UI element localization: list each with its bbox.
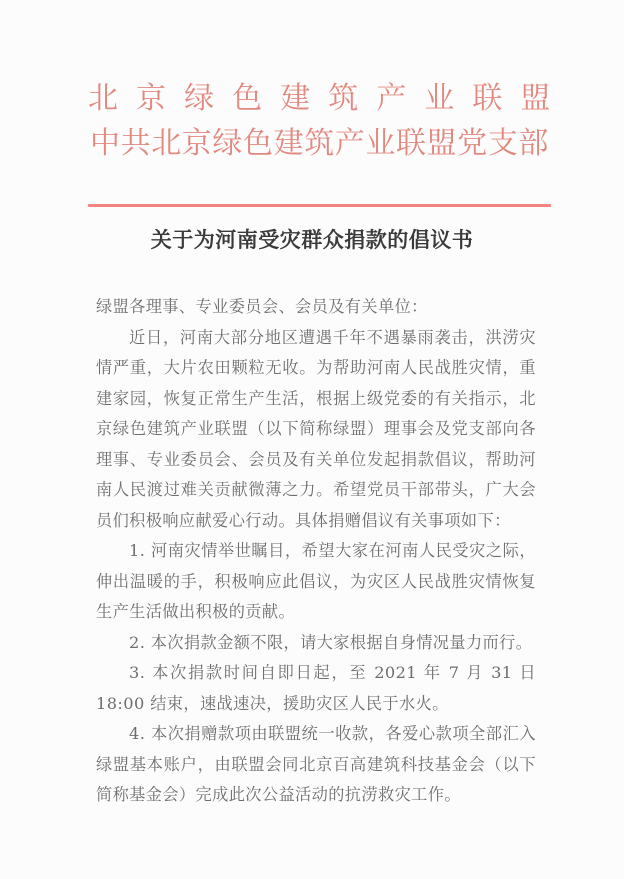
body-paragraph-item-3: 3. 本次捐款时间自即日起，至 2021 年 7 月 31 日 18:00 结束，速战速决，援助灾区人民于水火。 (96, 663, 536, 713)
letterhead-glyph: 盟 (520, 81, 551, 116)
body-paragraph-item-4: 4. 本次捐赠款项由联盟统一收款，各爱心款项全部汇入绿盟基本账户，由联盟会同北京百高建筑科技基金会（以下简称基金会）完成此次公益活动的抗涝救灾工作。 (96, 724, 536, 804)
document-title: 关于为河南受灾群众捐款的倡议书 (150, 228, 474, 252)
body-paragraph-item-1: 1. 河南灾情举世瞩目，希望大家在河南人民受灾之际，伸出温暖的手，积极响应此倡议，为灾区人民战胜灾情恢复生产生活做出积极的贡献。 (96, 541, 536, 621)
letterhead-glyph: 绿 (184, 81, 215, 116)
letterhead-glyph: 筑 (328, 81, 359, 116)
header-divider-rule (88, 204, 551, 207)
salutation: 绿盟各理事、专业委员会、会员及有关单位： (96, 297, 428, 316)
letterhead-glyph: 产 (376, 81, 407, 116)
letterhead (88, 78, 551, 166)
letterhead-glyph: 京 (136, 81, 167, 116)
document-body (96, 292, 536, 811)
letterhead-glyph: 联 (472, 81, 503, 116)
organization-name-line-1 (88, 78, 551, 120)
body-paragraph-item-2: 2. 本次捐款金额不限，请大家根据自身情况量力而行。 (129, 632, 533, 652)
letterhead-glyph: 业 (424, 81, 455, 116)
letterhead-glyph: 建 (280, 81, 311, 116)
letterhead-glyph: 色 (232, 81, 263, 116)
letterhead-glyph: 北 (88, 81, 119, 116)
body-paragraph: 近日，河南大部分地区遭遇千年不遇暴雨袭击，洪涝灾情严重，大片农田颗粒无收。为帮助河南人民战胜灾情，重建家园，恢复正常生产生活，根据上级党委的有关指示，北京绿色建筑产业联盟（以下简称绿盟）理事会及党支部向各理事、专业委员会、会员及有关单位发起捐款倡议，帮助河南人民渡过难关贡献微薄之力。希望党员干部带头，广大会员们积极响应献爱心行动。具体捐赠倡议有关事项如下： (96, 327, 536, 530)
organization-name-line-2: 中共北京绿色建筑产业联盟党支部 (90, 126, 549, 161)
